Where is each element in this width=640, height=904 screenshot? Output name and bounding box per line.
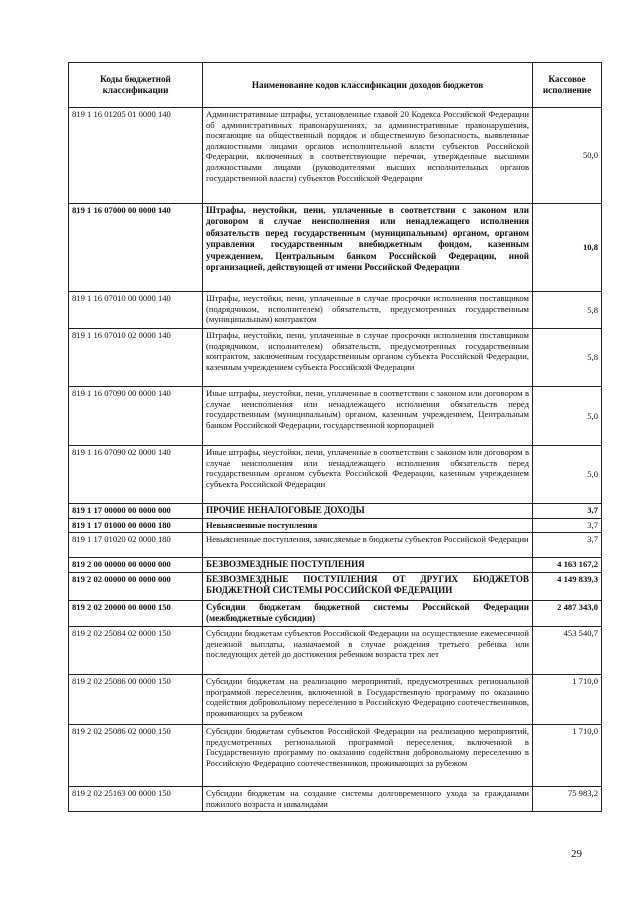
row-name: Субсидии бюджетам на создание системы долговременного ухода за гражданами пожилого возраста и инвалидами — [203, 787, 533, 812]
header-code: Коды бюджетной классификации — [69, 63, 203, 108]
row-name: Субсидии бюджетам субъектов Российской Федерации на реализацию мероприятий, предусмотренных региональной программой переселения, включенной в Государственную программу по оказанию содействия добровольному переселению в Российскую Федерацию соотечественников, проживающих за рубежом — [203, 725, 533, 787]
row-code: 819 2 02 20000 00 0000 150 — [69, 601, 203, 627]
row-code: 819 1 17 00000 00 0000 000 — [69, 504, 203, 519]
row-name: Административные штрафы, установленные главой 20 Кодекса Российской Федерации об административных правонарушениях, за административные правонарушения, посягающие на общественный порядок и общественную безопасность, выявленные должностными лицами органов исполнительной власти субъектов Российской Федерации, включенных в соответствующие перечни, утвержденные высшими должностными лицами (руководителями высших исполнительных органов государственной власти) субъектов Российской Федерации — [203, 108, 533, 204]
row-name: Иные штрафы, неустойки, пени, уплаченные в соответствии с законом или договором в случае неисполнения или ненадлежащего исполнения обязательств перед государственным органом субъекта Российской Федерации, казенным учреждением субъекта Российской Федерации — [203, 446, 533, 504]
row-name: Субсидии бюджетам субъектов Российской Федерации на осуществление ежемесячной денежной выплаты, назначаемой в случае рождения третьего ребенка или последующих детей до достижения ребенком возраста трех лет — [203, 627, 533, 675]
row-code: 819 2 02 25086 00 0000 150 — [69, 675, 203, 725]
budget-table — [68, 62, 602, 812]
row-code: 819 1 16 07090 00 0000 140 — [69, 387, 203, 446]
row-amount: 3,7 — [533, 519, 602, 533]
row-amount: 4 149 839,3 — [533, 573, 602, 601]
row-code: 819 1 16 07010 00 0000 140 — [69, 292, 203, 329]
row-code: 819 2 02 25086 02 0000 150 — [69, 725, 203, 787]
table-row — [69, 558, 602, 573]
row-amount: 3,7 — [533, 533, 602, 558]
row-amount: 4 163 167,2 — [533, 558, 602, 573]
row-name: ПРОЧИЕ НЕНАЛОГОВЫЕ ДОХОДЫ — [203, 504, 533, 519]
table-row — [69, 601, 602, 627]
row-code: 819 2 02 25084 02 0000 150 — [69, 627, 203, 675]
row-name: Штрафы, неустойки, пени, уплаченные в случае просрочки исполнения поставщиком (подрядчиком, исполнителем) обязательств, предусмотренных государственным (муниципальным) контрактом — [203, 292, 533, 329]
table-row — [69, 504, 602, 519]
row-amount: 3,7 — [533, 504, 602, 519]
row-name: Штрафы, неустойки, пени, уплаченные в случае просрочки исполнения поставщиком (подрядчиком, исполнителем) обязательств, предусмотренных государственным контрактом, заключенным государственным органом субъекта Российской Федерации, казенным учреждением субъекта Российской Федерации — [203, 329, 533, 387]
table-row — [69, 533, 602, 558]
table-row — [69, 329, 602, 387]
row-amount: 1 710,0 — [533, 725, 602, 787]
row-amount: 75 983,2 — [533, 787, 602, 812]
row-code: 819 1 16 07010 02 0000 140 — [69, 329, 203, 387]
table-row — [69, 108, 602, 204]
row-code: 819 2 02 00000 00 0000 000 — [69, 573, 203, 601]
table-row — [69, 519, 602, 533]
row-code: 819 1 17 01020 02 0000 180 — [69, 533, 203, 558]
row-amount: 5,8 — [533, 292, 602, 329]
row-code: 819 1 17 01000 00 0000 180 — [69, 519, 203, 533]
row-name: Невыясненные поступления, зачисляемые в бюджеты субъектов Российской Федерации — [203, 533, 533, 558]
table-row — [69, 292, 602, 329]
page-number: 29 — [571, 848, 582, 860]
table-row — [69, 675, 602, 725]
row-code: 819 1 16 01205 01 0000 140 — [69, 108, 203, 204]
table-row — [69, 627, 602, 675]
row-name: Субсидии бюджетам на реализацию мероприятий, предусмотренных региональной программой переселения, включенной в Государственную программу по оказанию содействия добровольному переселению в Российскую Федерацию соотечественников, проживающих за рубежом — [203, 675, 533, 725]
table-row — [69, 725, 602, 787]
row-name: Невыясненные поступления — [203, 519, 533, 533]
row-code: 819 1 16 07090 02 0000 140 — [69, 446, 203, 504]
row-name: Субсидии бюджетам бюджетной системы Российской Федерации (межбюджетные субсидии) — [203, 601, 533, 627]
row-code: 819 2 02 25163 00 0000 150 — [69, 787, 203, 812]
row-amount: 2 487 343,0 — [533, 601, 602, 627]
table-row — [69, 204, 602, 292]
row-amount: 453 540,7 — [533, 627, 602, 675]
row-amount: 5,0 — [533, 446, 602, 504]
row-code: 819 2 00 00000 00 0000 000 — [69, 558, 203, 573]
row-amount: 5,8 — [533, 329, 602, 387]
table-header-row — [69, 63, 602, 108]
row-name: Иные штрафы, неустойки, пени, уплаченные в соответствии с законом или договором в случае неисполнения или ненадлежащего исполнения обязательств перед государственным (муниципальным) органом, казенным учреждением, Центральным банком Российской Федерации, государственной корпорацией — [203, 387, 533, 446]
row-amount: 10,8 — [533, 204, 602, 292]
row-amount: 5,0 — [533, 387, 602, 446]
row-amount: 50,0 — [533, 108, 602, 204]
row-code: 819 1 16 07000 00 0000 140 — [69, 204, 203, 292]
row-name: БЕЗВОЗМЕЗДНЫЕ ПОСТУПЛЕНИЯ ОТ ДРУГИХ БЮДЖЕТОВ БЮДЖЕТНОЙ СИСТЕМЫ РОССИЙСКОЙ ФЕДЕРАЦИИ — [203, 573, 533, 601]
table-row — [69, 787, 602, 812]
row-amount: 1 710,0 — [533, 675, 602, 725]
row-name: БЕЗВОЗМЕЗДНЫЕ ПОСТУПЛЕНИЯ — [203, 558, 533, 573]
row-name: Штрафы, неустойки, пени, уплаченные в соответствии с законом или договором в случае неисполнения или ненадлежащего исполнения обязательств перед государственным (муниципальным) органом, органом управления государственным внебюджетным фондом, казенным учреждением, Центральным банком Российской Федерации, иной организацией, действующей от имени Российской Федерации — [203, 204, 533, 292]
table-row — [69, 446, 602, 504]
header-amount: Кассовое исполнение — [533, 63, 602, 108]
table-row — [69, 387, 602, 446]
header-name: Наименование кодов классификации доходов бюджетов — [203, 63, 533, 108]
table-row — [69, 573, 602, 601]
